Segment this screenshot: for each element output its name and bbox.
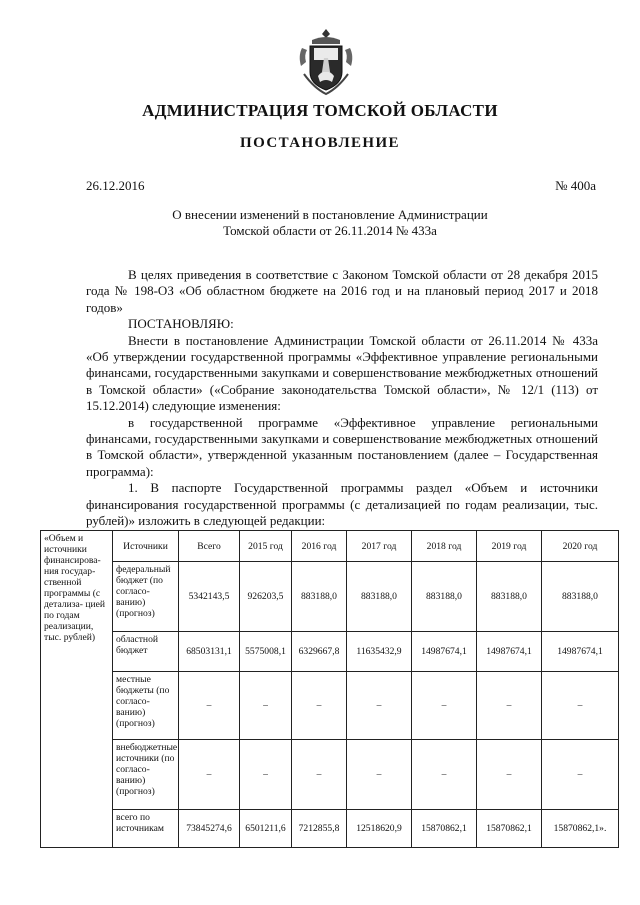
table-header-row [41,531,619,562]
subject-line-1: О внесении изменений в постановление Администрации [172,207,488,222]
value-cell: 883188,0 [477,562,542,632]
value-cell: – [477,740,542,810]
value-cell: 68503131,1 [179,632,240,672]
table-row [41,810,619,848]
header-cell: 2018 год [412,531,477,562]
organization-title: АДМИНИСТРАЦИЯ ТОМСКОЙ ОБЛАСТИ [142,101,498,120]
value-cell: 15870862,1 [412,810,477,848]
value-cell: 11635432,9 [347,632,412,672]
value-cell: – [292,672,347,740]
value-cell: – [179,740,240,810]
financing-side-label: «Объем и источники финансирова- ния государ- ственной программы (с детализа- цией по годам реализации, тыс. рублей) [41,531,113,848]
value-cell: – [542,740,619,810]
value-cell: – [240,672,292,740]
value-cell: – [412,672,477,740]
document-type: ПОСТАНОВЛЕНИЕ [240,135,400,151]
source-cell: местные бюджеты (по согласо- ванию) (прогноз) [113,672,179,740]
header-cell: 2015 год [240,531,292,562]
subject-line-2: Томской области от 26.11.2014 № 433а [223,223,437,238]
financing-table [40,530,619,848]
table-row [41,632,619,672]
source-cell: областной бюджет [113,632,179,672]
header-cell: 2020 год [542,531,619,562]
program-paragraph: в государственной программе «Эффективное управление региональными финансами, государственными закупками и совершенствование межбюджетных отношений в Томской области», утвержденной указанным постановлением (далее – Государственная программа): [86,414,598,479]
value-cell: – [347,740,412,810]
table-row [41,562,619,632]
header-cell: 2016 год [292,531,347,562]
value-cell: 14987674,1 [542,632,619,672]
document-subject [120,207,540,239]
header-cell: 2019 год [477,531,542,562]
source-cell: федеральный бюджет (по согласо- ванию) (прогноз) [113,562,179,632]
document-number: № 400а [555,178,596,193]
value-cell: – [240,740,292,810]
document-body [86,267,598,530]
header-cell: Всего [179,531,240,562]
value-cell: 14987674,1 [477,632,542,672]
coat-of-arms-icon [296,28,356,96]
table-row [41,672,619,740]
value-cell: 5342143,5 [179,562,240,632]
value-cell: 73845274,6 [179,810,240,848]
source-cell: внебюджетные источники (по согласо- ванию) (прогноз) [113,740,179,810]
value-cell: 883188,0 [542,562,619,632]
value-cell: – [412,740,477,810]
document-date: 26.12.2016 [86,178,145,193]
value-cell: 6329667,8 [292,632,347,672]
value-cell: – [179,672,240,740]
header-cell: 2017 год [347,531,412,562]
header-cell: Источники [113,531,179,562]
value-cell: 15870862,1». [542,810,619,848]
value-cell: 12518620,9 [347,810,412,848]
value-cell: – [542,672,619,740]
value-cell: – [477,672,542,740]
value-cell: 883188,0 [412,562,477,632]
value-cell: 926203,5 [240,562,292,632]
value-cell: 5575008,1 [240,632,292,672]
value-cell: – [292,740,347,810]
amendment-paragraph: Внести в постановление Администрации Томской области от 26.11.2014 № 433а «Об утверждении государственной программы «Эффективное управление региональными финансами, государственными закупками и совершенствование межбюджетных отношений в Томской области» («Собрание законодательства Томской области», № 12/1 (113) от 15.12.2014) следующие изменения: [86,332,598,414]
value-cell: 6501211,6 [240,810,292,848]
source-cell: всего по источникам [113,810,179,848]
value-cell: – [347,672,412,740]
value-cell: 14987674,1 [412,632,477,672]
table-row [41,740,619,810]
value-cell: 15870862,1 [477,810,542,848]
item-1-paragraph: 1. В паспорте Государственной программы раздел «Объем и источники финансирования государственной программы (с детализацией по годам реализации, тыс. рублей)» изложить в следующей редакции: [86,480,598,529]
resolve-heading: ПОСТАНОВЛЯЮ: [128,316,234,332]
value-cell: 883188,0 [347,562,412,632]
value-cell: 7212855,8 [292,810,347,848]
preamble-paragraph: В целях приведения в соответствие с Законом Томской области от 28 декабря 2015 года № 198-ОЗ «Об областном бюджете на 2016 год и на плановый период 2017 и 2018 годов» [86,267,598,315]
value-cell: 883188,0 [292,562,347,632]
